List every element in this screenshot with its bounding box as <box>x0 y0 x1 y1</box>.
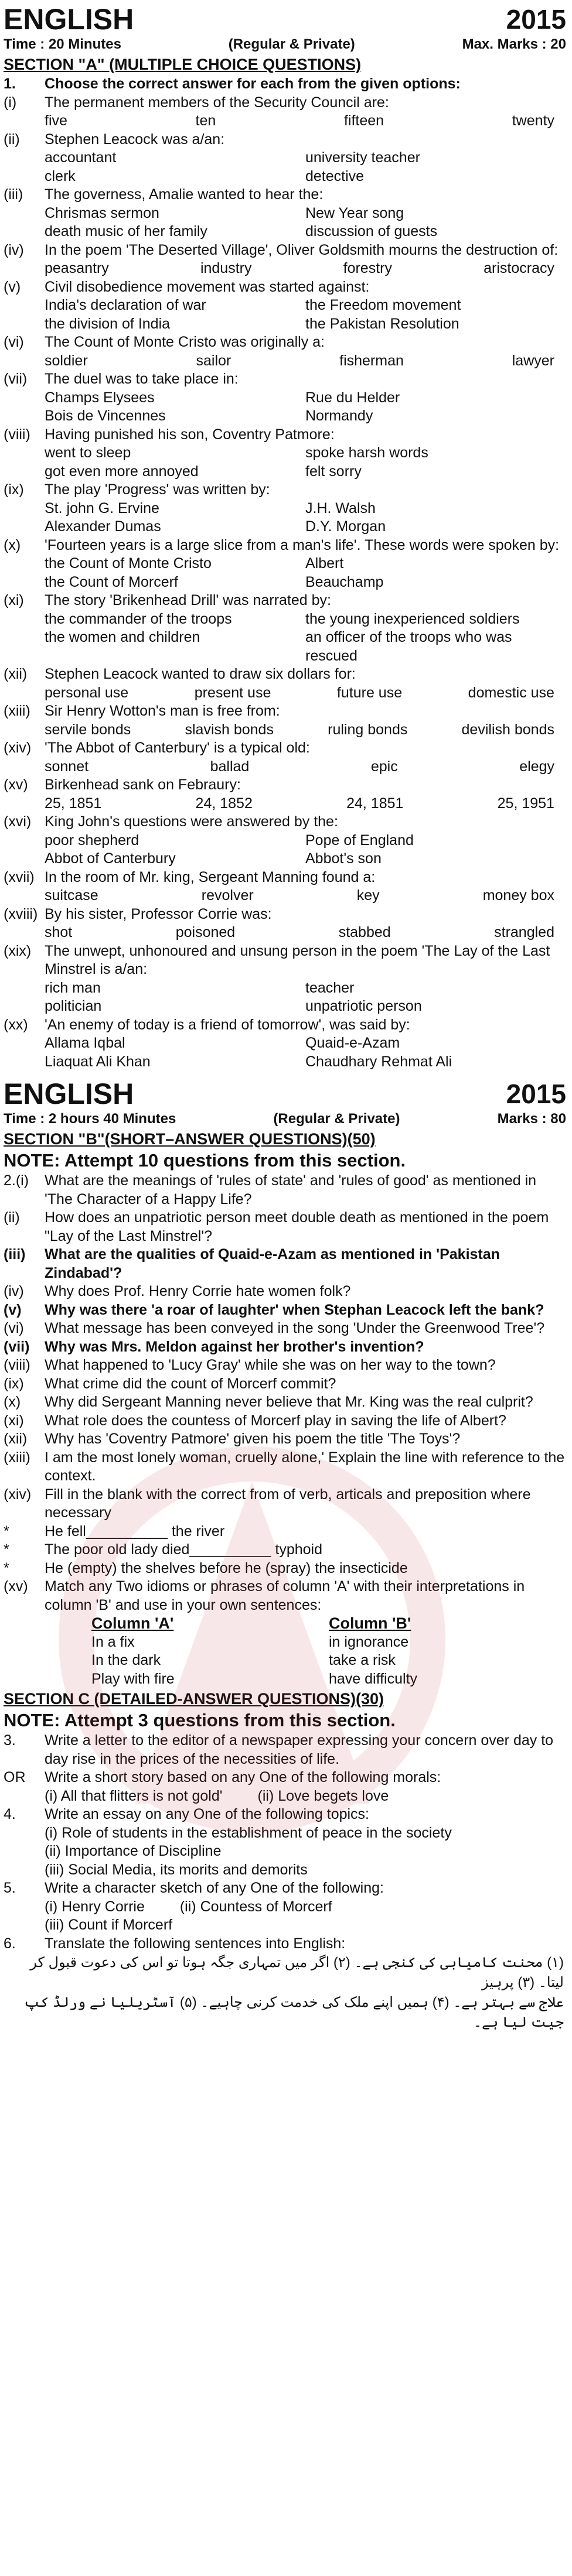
marks-2: Marks : 80 <box>497 1111 566 1127</box>
question-number: (iv) <box>4 1283 24 1299</box>
question-number: (xv) <box>4 776 28 793</box>
question-number: (xiv) <box>4 740 32 756</box>
exam-type-2: (Regular & Private) <box>273 1111 400 1127</box>
mcq-question <box>4 702 566 721</box>
character-option: (iii) Count if Morcerf <box>45 1917 173 1933</box>
column-b-item: have difficulty <box>329 1670 418 1687</box>
mcq-option[interactable]: Liaquat Ali Khan <box>45 1053 151 1070</box>
mcq-option[interactable]: Alexander Dumas <box>45 518 161 535</box>
mcq-options <box>4 112 566 131</box>
mcq-option[interactable]: rich man <box>45 979 101 996</box>
mcq-option[interactable]: Abbot of Canterbury <box>45 850 176 867</box>
mcq-question <box>4 426 566 444</box>
mcq-option[interactable]: present use <box>194 684 271 701</box>
question-text: The duel was to take place in: <box>45 371 239 387</box>
question-number: (xiii) <box>4 703 30 719</box>
mcq-options <box>4 389 566 426</box>
mcq-option[interactable]: suitcase <box>45 887 98 904</box>
mcq-question <box>4 278 566 297</box>
mcq-question <box>4 739 566 758</box>
moral-option: (ii) Love begets love <box>257 1787 389 1804</box>
mcq-options <box>4 352 566 371</box>
short-question <box>4 1209 566 1246</box>
mcq-question <box>4 905 566 924</box>
mcq-option[interactable]: servile bonds <box>45 721 131 738</box>
mcq-question <box>4 942 566 979</box>
mcq-option[interactable]: revolver <box>201 887 254 904</box>
mcq-option[interactable]: Champs Elysees <box>45 389 155 406</box>
mcq-option[interactable]: poisoned <box>175 924 236 940</box>
question-number: (xiv) <box>4 1486 32 1503</box>
mcq-option[interactable]: ten <box>195 112 216 129</box>
mcq-options <box>4 259 566 278</box>
mcq-option[interactable]: the Freedom movement <box>305 297 461 313</box>
short-question <box>4 1172 566 1209</box>
question-number: (vi) <box>4 1320 24 1336</box>
column-a-item: In the dark <box>91 1652 161 1668</box>
question-text: Translate the following sentences into English: <box>45 1935 346 1952</box>
question-number: (i) <box>4 94 17 111</box>
mcq-option[interactable]: Chaudhary Rehmat Ali <box>305 1053 452 1070</box>
mcq-option[interactable]: unpatriotic person <box>305 998 422 1014</box>
mcq-options <box>4 795 566 813</box>
mcq-option[interactable]: twenty <box>512 112 554 129</box>
fill-blank-text: He fell__________ the river <box>45 1523 225 1540</box>
mcq-option[interactable]: domestic use <box>468 684 554 701</box>
question-number: 2.(i) <box>4 1172 29 1189</box>
mcq-option[interactable]: 24, 1852 <box>195 795 253 812</box>
section-b-note: NOTE: Attempt 10 questions from this section. <box>4 1150 406 1171</box>
question-text: Fill in the blank with the correct from of verb, articals and preposition where necessary <box>45 1486 531 1521</box>
mcq-option[interactable]: spoke harsh words <box>305 444 428 461</box>
mcq-option[interactable]: sailor <box>196 352 231 369</box>
question-text: The play 'Progress' was written by: <box>45 481 270 498</box>
question-number: (x) <box>4 536 21 553</box>
question-number: (ix) <box>4 1375 24 1392</box>
paper-header <box>4 4 566 35</box>
question-text: What happened to 'Lucy Gray' while she was on her way to the town? <box>45 1357 496 1373</box>
mcq-option[interactable]: university teacher <box>305 149 420 166</box>
question-number: (xx) <box>4 1016 28 1033</box>
question-number: (xi) <box>4 1412 24 1429</box>
mcq-option[interactable]: Rue du Helder <box>305 389 400 406</box>
short-question <box>4 1449 566 1486</box>
mcq-option[interactable]: Beauchamp <box>305 573 384 590</box>
mcq-option[interactable]: ruling bonds <box>328 721 408 738</box>
question-text: What crime did the count of Morcerf commit? <box>45 1375 336 1392</box>
mcq-option[interactable]: 25, 1951 <box>497 795 554 812</box>
marks: Max. Marks : 20 <box>462 36 566 52</box>
question-number: 4. <box>4 1806 16 1822</box>
fill-blank-item <box>4 1541 566 1559</box>
column-b-item: take a risk <box>329 1652 396 1668</box>
mcq-option[interactable]: money box <box>482 887 554 904</box>
mcq-option[interactable]: the women and children <box>45 629 200 645</box>
mcq-options <box>4 721 566 740</box>
question-number: (ii) <box>4 1209 20 1226</box>
mcq-option[interactable]: sonnet <box>45 758 89 775</box>
mcq-question <box>4 591 566 610</box>
mcq-option[interactable]: shot <box>45 924 73 940</box>
column-b-heading: Column 'B' <box>329 1614 411 1632</box>
mcq-option[interactable]: the commander of the troops <box>45 610 232 627</box>
question-number: (viii) <box>4 1357 30 1373</box>
question-text: Why did Sergeant Manning never believe that Mr. King was the real culprit? <box>45 1394 533 1410</box>
question-number: (viii) <box>4 426 30 443</box>
fill-blank-item <box>4 1523 566 1541</box>
question-number: (xv) <box>4 1578 28 1595</box>
mcq-question <box>4 868 566 887</box>
short-question <box>4 1319 566 1338</box>
question-text: The unwept, unhonoured and unsung person in the poem 'The Lay of the Last Minstrel is a/an: <box>45 942 550 977</box>
mcq-option[interactable]: an officer of the troops who was rescued <box>305 629 512 664</box>
question-text: Stephen Leacock was a/an: <box>45 131 225 148</box>
question-xv <box>4 1578 566 1614</box>
mcq-question <box>4 536 566 555</box>
question-number: (xvii) <box>4 868 35 885</box>
mcq-options <box>4 444 566 481</box>
mcq-option[interactable]: the young inexperienced soldiers <box>305 610 520 627</box>
mcq-option[interactable]: teacher <box>305 979 355 996</box>
question-number: 5. <box>4 1880 16 1896</box>
mcq-option[interactable]: the Count of Morcerf <box>45 573 178 590</box>
mcq-option[interactable]: elegy <box>519 758 554 775</box>
mcq-options <box>4 758 566 776</box>
mcq-options <box>4 887 566 905</box>
mcq-option[interactable]: peasantry <box>45 260 109 276</box>
mcq-option[interactable]: J.H. Walsh <box>305 500 376 516</box>
subject-title: ENGLISH <box>4 3 134 36</box>
mcq-option[interactable]: the division of India <box>45 315 171 332</box>
question-number: 1. <box>4 76 16 92</box>
short-question <box>4 1486 566 1523</box>
question-text: Why was Mrs. Meldon against her brother's invention? <box>45 1338 424 1355</box>
question-number: (xii) <box>4 1431 28 1447</box>
or-label: OR <box>4 1769 26 1785</box>
mcq-option[interactable]: 24, 1851 <box>346 795 404 812</box>
fill-blank-item <box>4 1559 566 1578</box>
question-text: How does an unpatriotic person meet double death as mentioned in the poem "Lay of the Last Minstrel'? <box>45 1209 549 1244</box>
question-5 <box>4 1879 566 1898</box>
question-text: Sir Henry Wotton's man is free from: <box>45 703 280 719</box>
question-text: What role does the countess of Morcerf play in saving the life of Albert? <box>45 1412 506 1429</box>
meta-line <box>4 35 566 54</box>
column-b-item: in ignorance <box>329 1633 409 1650</box>
mcq-option[interactable]: the Pakistan Resolution <box>305 315 459 332</box>
question-3-or <box>4 1768 566 1787</box>
mcq-option[interactable]: fisherman <box>339 352 404 369</box>
mcq-option[interactable]: epic <box>370 758 398 775</box>
bullet: * <box>4 1559 9 1576</box>
mcq-option[interactable]: 25, 1851 <box>45 795 102 812</box>
mcq-option[interactable]: St. john G. Ervine <box>45 500 159 516</box>
question-text: Why was there 'a roar of laughter' when Stephan Leacock left the bank? <box>45 1301 544 1318</box>
question-text: Why has 'Coventry Patmore' given his poem the title 'The Toys'? <box>45 1431 461 1447</box>
short-question <box>4 1246 566 1282</box>
mcq-options <box>4 149 566 186</box>
mcq-question <box>4 813 566 832</box>
question-text: Match any Two idioms or phrases of column 'A' with their interpretations in column 'B' and use in your own sentences: <box>45 1578 525 1613</box>
short-question-list <box>4 1172 566 1578</box>
short-question <box>4 1412 566 1431</box>
question-text: The governess, Amalie wanted to hear the: <box>45 186 324 203</box>
meta-line-2 <box>4 1110 566 1128</box>
essay-topic: (ii) Importance of Discipline <box>45 1843 222 1859</box>
mcq-option[interactable]: New Year song <box>305 204 404 221</box>
question-number: (vii) <box>4 1338 30 1355</box>
question-text: What are the qualities of Quaid-e-Azam as mentioned in 'Pakistan Zindabad'? <box>45 1246 500 1281</box>
question-text: Write a letter to the editor of a newspaper expressing your concern over day to day rise in the prices of the necessities of life. <box>45 1732 554 1767</box>
mcq-option[interactable]: devilish bonds <box>461 721 554 738</box>
mcq-option[interactable]: stabbed <box>338 924 391 940</box>
question-text: Write a short story based on any One of the following morals: <box>45 1769 441 1785</box>
mcq-option[interactable]: clerk <box>45 167 76 184</box>
mcq-options <box>4 1034 566 1071</box>
mcq-options <box>4 684 566 703</box>
mcq-option[interactable]: Abbot's son <box>305 850 382 867</box>
mcq-question <box>4 370 566 389</box>
question-text: Write an essay on any One of the following topics: <box>45 1806 370 1822</box>
short-question <box>4 1375 566 1394</box>
mcq-option[interactable]: future use <box>336 684 403 701</box>
mcq-option[interactable]: the Count of Monte Cristo <box>45 555 212 572</box>
mcq-option[interactable]: strangled <box>494 924 554 940</box>
question-number: 6. <box>4 1935 16 1952</box>
bullet: * <box>4 1541 9 1558</box>
mcq-option[interactable]: industry <box>200 260 252 276</box>
mcq-option[interactable]: accountant <box>45 149 117 166</box>
mcq-option[interactable]: fifteen <box>343 112 384 129</box>
short-question <box>4 1393 566 1412</box>
column-a-item: In a fix <box>91 1633 135 1650</box>
mcq-question <box>4 776 566 795</box>
mcq-option[interactable]: Quaid-e-Azam <box>305 1035 400 1051</box>
short-question <box>4 1301 566 1320</box>
mcq-option[interactable]: got even more annoyed <box>45 463 199 480</box>
subject-title-2: ENGLISH <box>4 1077 134 1110</box>
mcq-question <box>4 186 566 204</box>
mcq-option[interactable]: felt sorry <box>305 463 362 480</box>
essay-topic: (iii) Social Media, its morits and demorits <box>45 1861 308 1878</box>
mcq-question <box>4 333 566 352</box>
mcq-question <box>4 481 566 500</box>
morals-row <box>4 1787 566 1806</box>
mcq-option[interactable]: soldier <box>45 352 88 369</box>
question-number: (x) <box>4 1394 21 1410</box>
mcq-options <box>4 610 566 666</box>
mcq-option[interactable]: Bois de Vincennes <box>45 408 166 424</box>
mcq-option[interactable]: Allama Iqbal <box>45 1035 125 1051</box>
question-4 <box>4 1805 566 1824</box>
mcq-option[interactable]: Normandy <box>305 408 373 424</box>
question-number: (vi) <box>4 334 24 350</box>
mcq-option[interactable]: key <box>356 887 380 904</box>
fill-blank-text: The poor old lady died__________ typhoid <box>45 1541 322 1558</box>
question-number: (xvi) <box>4 813 32 830</box>
bullet: * <box>4 1523 9 1540</box>
urdu-sentences-line-2: علاج سے بہتر ہے۔ (۴) ہمیں اپنے ملک کی خدمت کرنی چاہیے۔ (۵) آسٹریلیا نے ورلڈ کپ جیت لیا ہے۔ <box>24 1995 564 2030</box>
question-text: 'The Abbot of Canterbury' is a typical old: <box>45 740 310 756</box>
mcq-option[interactable]: slavish bonds <box>185 721 274 738</box>
question-number: (iii) <box>4 186 23 203</box>
question-number: (xiii) <box>4 1449 30 1466</box>
question-text: Having punished his son, Coventry Patmore: <box>45 426 335 443</box>
mcq-list <box>4 94 566 1072</box>
question-number: (iii) <box>4 1246 26 1263</box>
fill-blank-text: He (empty) the shelves before he (spray) the insecticide <box>45 1559 408 1576</box>
question-1 <box>4 75 566 94</box>
mcq-option[interactable]: detective <box>305 167 365 184</box>
character-option: (ii) Countess of Morcerf <box>179 1898 332 1915</box>
question-text: The permanent members of the Security Council are: <box>45 94 389 111</box>
mcq-options <box>4 832 566 868</box>
question-text: By his sister, Professor Corrie was: <box>45 905 272 922</box>
section-c-note: NOTE: Attempt 3 questions from this section. <box>4 1710 396 1730</box>
mcq-options <box>4 204 566 241</box>
section-b-title: SECTION "B"(SHORT–ANSWER QUESTIONS)(50) <box>4 1130 376 1148</box>
question-text: What are the meanings of 'rules of state' and 'rules of good' as mentioned in 'The Character of a Happy Life? <box>45 1172 537 1207</box>
mcq-option[interactable]: personal use <box>45 684 129 701</box>
question-text: King John's questions were answered by the: <box>45 813 338 830</box>
question-number: (vii) <box>4 371 28 387</box>
short-question <box>4 1430 566 1449</box>
question-3 <box>4 1732 566 1768</box>
moral-option: (i) All that flitters is not gold' <box>45 1787 223 1804</box>
question-number: (v) <box>4 1301 22 1318</box>
section-c-title: SECTION C (DETAILED-ANSWER QUESTIONS)(30) <box>4 1690 384 1708</box>
match-columns <box>4 1614 566 1688</box>
question-text: The story 'Brikenhead Drill' was narrated by: <box>45 592 331 608</box>
mcq-option[interactable]: lawyer <box>512 352 554 369</box>
mcq-question <box>4 1016 566 1035</box>
question-number: (v) <box>4 278 21 295</box>
question-text: Choose the correct answer for each from the given options: <box>45 76 461 92</box>
character-options <box>4 1898 566 1917</box>
mcq-options <box>4 296 566 333</box>
mcq-option[interactable]: Pope of England <box>305 832 414 849</box>
question-number: (xviii) <box>4 905 38 922</box>
question-number: (ii) <box>4 131 20 148</box>
question-text: Birkenhead sank on Febraury: <box>45 776 241 793</box>
mcq-option[interactable]: went to sleep <box>45 444 131 461</box>
exam-type: (Regular & Private) <box>228 36 355 52</box>
question-text: I am the most lonely woman, cruelly alone,' Explain the line with reference to the context. <box>45 1449 565 1484</box>
mcq-option[interactable]: discussion of guests <box>305 223 438 240</box>
question-number: (xi) <box>4 592 24 608</box>
mcq-question <box>4 665 566 684</box>
section-a-title: SECTION "A" (MULTIPLE CHOICE QUESTIONS) <box>4 56 362 73</box>
mcq-options <box>4 923 566 942</box>
year: 2015 <box>506 4 566 35</box>
column-a-heading: Column 'A' <box>91 1614 174 1632</box>
year-2: 2015 <box>506 1079 566 1109</box>
mcq-option[interactable]: politician <box>45 998 102 1014</box>
column-a-item: Play with fire <box>91 1670 175 1687</box>
mcq-options <box>4 555 566 591</box>
question-text: What message has been conveyed in the song 'Under the Greenwood Tree'? <box>45 1320 545 1336</box>
question-text: In the poem 'The Deserted Village', Oliver Goldsmith mourns the destruction of: <box>45 241 559 258</box>
time-2: Time : 2 hours 40 Minutes <box>4 1111 176 1127</box>
question-number: 3. <box>4 1732 16 1749</box>
question-text: Civil disobedience movement was started against: <box>45 278 370 295</box>
mcq-option[interactable]: forestry <box>343 260 392 276</box>
mcq-option[interactable]: aristocracy <box>484 260 554 276</box>
mcq-option[interactable]: India's declaration of war <box>45 297 206 313</box>
mcq-option[interactable]: five <box>45 112 67 129</box>
essay-topic: (i) Role of students in the establishment of peace in the society <box>45 1824 452 1841</box>
mcq-option[interactable]: ballad <box>210 758 250 775</box>
short-question <box>4 1356 566 1375</box>
mcq-options <box>4 979 566 1016</box>
question-number: (iv) <box>4 241 24 258</box>
question-number: (xix) <box>4 942 32 959</box>
urdu-sentences-line-1: (۱) محنت کامیابی کی کنجی ہے۔ (۲) اگر میں تمہاری جگہ ہوتا تو اس کی دعوت قبول کر لیتا۔ (۳) پرہیز <box>30 1955 564 1990</box>
question-6 <box>4 1935 566 1954</box>
short-question <box>4 1338 566 1357</box>
mcq-question <box>4 131 566 149</box>
question-number: (ix) <box>4 481 24 498</box>
mcq-question <box>4 94 566 112</box>
question-text: 'Fourteen years is a large slice from a man's life'. These words were spoken by: <box>45 536 560 553</box>
question-text: The Count of Monte Cristo was originally a: <box>45 334 325 350</box>
character-option: (i) Henry Corrie <box>45 1898 145 1915</box>
question-text: 'An enemy of today is a friend of tomorrow', was said by: <box>45 1016 410 1033</box>
mcq-option[interactable]: D.Y. Morgan <box>305 518 386 535</box>
mcq-option[interactable]: Albert <box>305 555 344 572</box>
mcq-options <box>4 500 566 536</box>
mcq-question <box>4 241 566 260</box>
question-number: (xii) <box>4 666 28 682</box>
time: Time : 20 Minutes <box>4 36 121 52</box>
mcq-option[interactable]: poor shepherd <box>45 832 139 849</box>
mcq-option[interactable]: death music of her family <box>45 223 207 240</box>
paper-header-2 <box>4 1078 566 1110</box>
short-question <box>4 1282 566 1301</box>
question-text: In the room of Mr. king, Sergeant Manning found a: <box>45 868 376 885</box>
question-text: Write a character sketch of any One of the following: <box>45 1880 384 1896</box>
question-text: Why does Prof. Henry Corrie hate women folk? <box>45 1283 351 1299</box>
question-text: Stephen Leacock wanted to draw six dollars for: <box>45 666 356 682</box>
mcq-option[interactable]: Chrismas sermon <box>45 204 159 221</box>
